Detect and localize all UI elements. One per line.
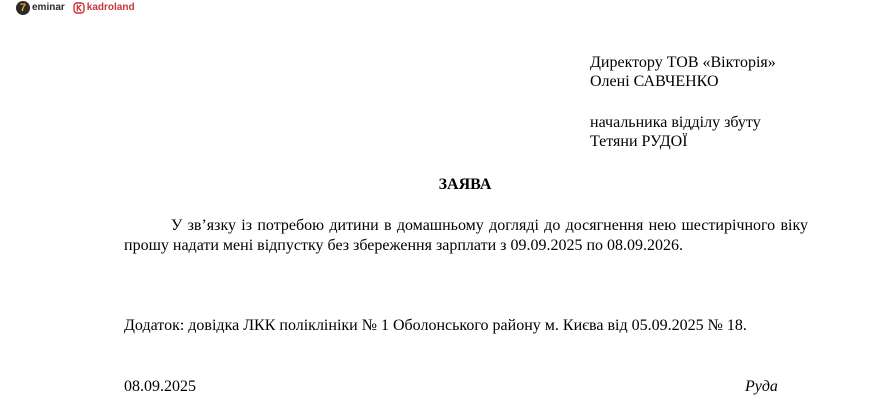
addressee-line-sender-position: начальника відділу збуту (590, 114, 761, 131)
document-title: ЗАЯВА (438, 176, 492, 193)
seminar-logo-mark: 7 (16, 1, 30, 15)
seminar-logo (16, 1, 65, 15)
kadroland-logo (73, 2, 135, 14)
header-logos (16, 0, 135, 16)
kadroland-logo-word: kadroland (86, 2, 135, 13)
addressee-line-director: Директору ТОВ «Вікторія» (590, 54, 776, 71)
addressee-block (590, 53, 776, 151)
addressee-line-sender-name: Тетяни РУДОЇ (590, 133, 688, 150)
addressee-line-director-name: Олені САВЧЕНКО (590, 73, 719, 90)
attachment-note: Додаток: довідка ЛКК поліклініки № 1 Оболонського району м. Києва від 05.09.2025 № 18. (124, 317, 747, 334)
kadroland-logo-icon (73, 2, 85, 14)
application-body: У зв’язку із потребою дитини в домашньому догляді до досягнення нею шестирічного віку прошу надати мені відпустку без збереження зарплати з 09.09.2025 по 08.09.2026. (124, 217, 808, 254)
document-date: 08.09.2025 (124, 378, 196, 395)
signature: Руда (745, 378, 778, 395)
addressee-spacer (590, 91, 776, 113)
seminar-logo-word: eminar (32, 2, 65, 13)
